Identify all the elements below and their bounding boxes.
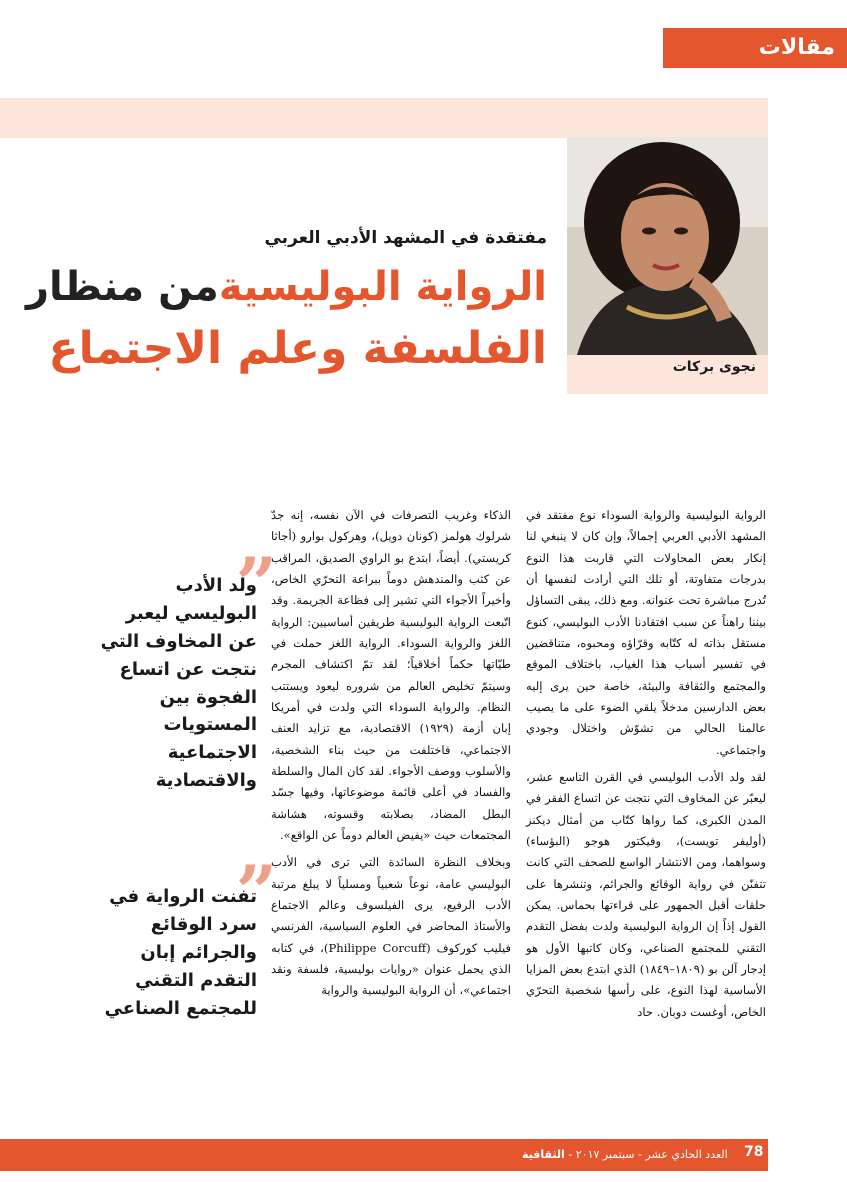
headline-rest: من منظار: [26, 264, 219, 310]
footer-issue: [522, 1148, 728, 1161]
quote-mark-icon: ”: [235, 849, 277, 934]
quote-mark-icon: ”: [235, 541, 277, 626]
paragraph: الذكاء وغريب التصرفات في الآن نفسه، إنه جدّ شرلوك هولمز (كونان دويل)، وهركول بوارو (أجاثا كريستي). أيضاً، ابتدع بو الراوي الصديق، المراقب عن كثب والمندهش دوماً ببراعة التحرّي الخاص، وأخيراً الأجواء التي تشير إلى فظاعة الجريمة. وقد اتّبعت الرواية البوليسية طريقين أساسيين: الرواية اللغز والرواية السوداء. الرواية اللغز حملت في طيّاتها حكماً أخلاقياً؛ لقد تمّ اكتشاف المجرم وسيتمّ تخليص العالم من شروره ليعود ويستتب النظام. والرواية السوداء التي ولدت في أمريكا إبان أزمة (١٩٢٩) الاقتصادية، مع تزايد العنف الاجتماعي، فاختلفت من حيث بناء الشخصية، والأسلوب ووصف الأجواء. لقد كان المال والسلطة والفساد في أعلى قائمة موضوعاتها، وفيها جسّد البطل المضاد، بصلابته وقسوته، هشاشة المجتمعات حيث «يفيض العالم دوماً عن الواقع».: [271, 508, 511, 842]
body-column-right: [526, 505, 766, 1019]
header-band: [0, 98, 768, 138]
author-photo: [567, 137, 768, 355]
pull-quote: تفنت الرواية في سرد الوقائع والجرائم إبان التقدم التقني للمجتمع الصناعي: [104, 886, 257, 1019]
article-kicker: مفتقدة في المشهد الأدبي العربي: [264, 228, 547, 248]
author-photo-frame: [567, 137, 768, 394]
magazine-name: الثقافية: [522, 1148, 565, 1161]
paragraph: وبخلاف النظرة السائدة التي ترى في الأدب البوليسي عامة، نوعاً شعبياً ومسلياً لا يبلغ مرتبة الأدب الرفيع، يرى الفيلسوف وعالم الاجتماع والأستاذ المحاضر في العلوم السياسية، الفرنسي فيليب كوركوف (Philippe Corcuff)، في كتابه الذي يحمل عنوان «روايات بوليسية، فلسفة ونقد اجتماعي»، أن الرواية البوليسية والرواية: [271, 855, 511, 998]
pull-quote: ولد الأدب البوليسي ليعبر عن المخاوف التي نتجت عن اتساع الفجوة بين المستويات الاجتماعية والاقتصادية: [100, 575, 257, 792]
portrait-image: [567, 137, 768, 355]
page-number: 78: [744, 1144, 764, 1160]
paragraph: الرواية البوليسية والرواية السوداء نوع مفتقد في المشهد الأدبي العربي إجمالاً، وإن كان لا ينبغي لنا إنكار بعض المحاولات التي قاربت هذا النوع بدرجات متفاوتة، أو تلك التي أرادت لنفسها أن تُدرج مباشرة تحت عنوانه. ومع ذلك، يبقى التساؤل بيننا راهناً عن سبب افتقادنا الأدب البوليسي، كنوع مستقل بذاته له كتّابه وقرّاؤه ومحبوه، متناقضين في تفسير أسباب هذا الغياب، باختلاف الموقع والمجتمع والثقافة والبيئة، خاصة حين يرى إليه بعض الدارسين مدخلاً يلقي الضوء على ما يصيب عالمنا الحالي من تشوّش واختلال وجودي واجتماعي.: [526, 508, 766, 757]
body-column-left: [271, 505, 511, 998]
section-label: مقالات: [758, 35, 835, 60]
author-name: نجوى بركات: [672, 359, 756, 375]
section-tag: [663, 28, 847, 68]
issue-info: العدد الحادي عشر - سبتمبر ٢٠١٧ -: [568, 1148, 728, 1161]
paragraph: لقد ولد الأدب البوليسي في القرن التاسع عشر، ليعبّر عن المخاوف التي نتجت عن اتساع الفقر في المدن الكبرى، كما رواها كتّاب من أمثال ديكنز (أوليفر تويست)، وفيكتور هوجو (البؤساء) وسواهما، ومن الانتشار الواسع للصحف التي كانت تتفنّن في رواية الوقائع والجرائم، وتنشرها على حلقات أقبل الجمهور على قراءتها بحماس. يمكن القول إذاً إن الرواية البوليسية ولدت بفضل التقدم التقني للمجتمع الصناعي، وكان كاتبها الأول هو إدجار آلن بو (١٨٠٩–١٨٤٩) الذي ابتدع بعض المزايا الأساسية لهذا النوع، على رأسها شخصية التحرّي الخاص، أوغست دوبان. حاد: [526, 769, 766, 1019]
headline-line-2: الفلسفة وعلم الاجتماع: [48, 323, 547, 374]
headline-line-1: [26, 265, 547, 309]
headline-accent: الرواية البوليسية: [218, 264, 547, 310]
